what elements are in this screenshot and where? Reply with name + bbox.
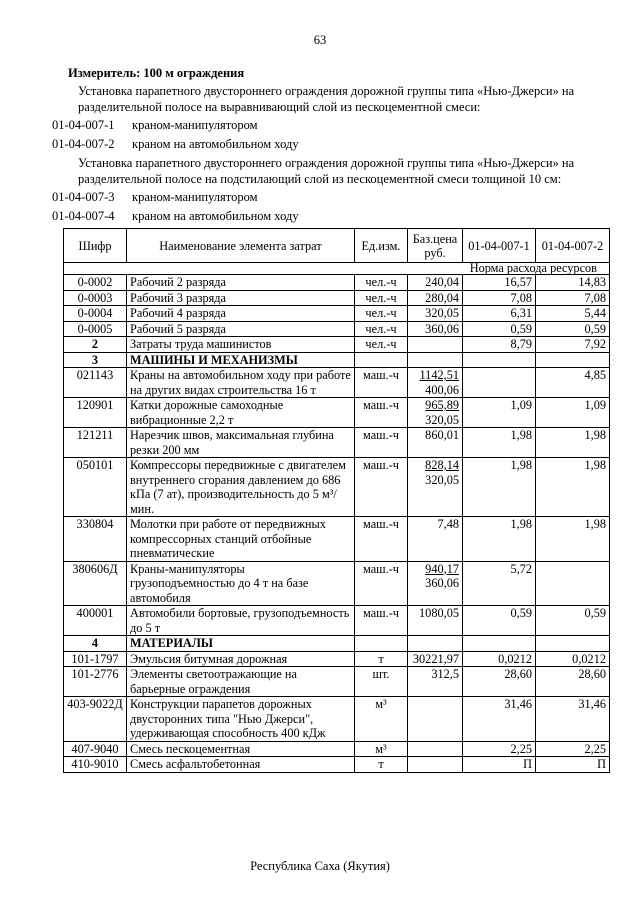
cell-value-1: 16,57 [463,275,536,291]
cell-value-1: 1,98 [463,428,536,458]
cell-price: 360,06 [408,321,463,337]
cell-value-2 [536,561,610,606]
norm-row [64,263,610,275]
cell-price: 320,05 [408,306,463,322]
cell-price [408,757,463,773]
cell-code: 0-0003 [64,290,127,306]
cell-value-2: 7,08 [536,290,610,306]
descriptions [52,83,620,224]
cell-name: Рабочий 5 разряда [127,321,355,337]
cell-name: Рабочий 3 разряда [127,290,355,306]
cell-unit: шт. [355,667,408,697]
item-label: краном-манипулятором [132,118,258,132]
cell-value-1: 0,59 [463,321,536,337]
header-unit: Ед.изм. [355,229,408,263]
cell-value-1: 1,98 [463,517,536,562]
norm-label: Норма расхода ресурсов [64,263,610,275]
item-code: 01-04-007-1 [52,118,115,132]
cell-code: 021143 [64,368,127,398]
table-row [64,321,610,337]
cell-unit: маш.-ч [355,561,408,606]
cell-value-1: 1,09 [463,398,536,428]
cell-name: Краны-манипуляторы грузоподъемностью до 4 т на базе автомобиля [127,561,355,606]
description-text: Установка парапетного двустороннего ограждения дорожной группы типа «Нью-Джерси» на разделительной полосе на выравнивающий слой из пескоцементной смеси: [78,84,575,114]
cell-name: Элементы светоотражающие на барьерные ограждения [127,667,355,697]
price-main: 965,89 [425,398,459,412]
cell-code: 120901 [64,398,127,428]
cell-price: 860,01 [408,428,463,458]
item-label: краном на автомобильном ходу [132,137,299,151]
cell-code: 121211 [64,428,127,458]
price-sub: 360,06 [425,576,459,590]
header-price: Баз.цена руб. [408,229,463,263]
cell-code: 2 [64,337,127,353]
cell-value-2: 1,09 [536,398,610,428]
description-item [52,208,620,224]
cell-value-2: 1,98 [536,517,610,562]
cell-name: Эмульсия битумная дорожная [127,651,355,667]
cell-price [408,741,463,757]
cell-unit: маш.-ч [355,398,408,428]
header-col2: 01-04-007-2 [536,229,610,263]
cell-value-1 [463,368,536,398]
cell-name: Автомобили бортовые, грузоподъемность до 5 т [127,606,355,636]
table-row [64,741,610,757]
cell-price [408,398,463,428]
cell-unit: маш.-ч [355,368,408,398]
cell-name: МАТЕРИАЛЫ [127,636,355,652]
cell-code: 050101 [64,458,127,517]
cell-value-1: 7,08 [463,290,536,306]
cell-code: 0-0004 [64,306,127,322]
cell-value-2: 31,46 [536,697,610,742]
table-row [64,606,610,636]
item-label: краном на автомобильном ходу [132,209,299,223]
table-row [64,368,610,398]
cell-value-2: 14,83 [536,275,610,291]
table-body [64,275,610,773]
cell-price [408,458,463,517]
header-code: Шифр [64,229,127,263]
description-text: Установка парапетного двустороннего ограждения дорожной группы типа «Нью-Джерси» на разделительной полосе на подстилающий слой из пескоцементной смеси толщиной 10 см: [78,156,575,186]
cell-value-2: 7,92 [536,337,610,353]
cell-unit: чел.-ч [355,290,408,306]
cell-price [408,636,463,652]
cell-price [408,352,463,368]
cell-price: 312,5 [408,667,463,697]
table-row [64,667,610,697]
cell-code: 101-2776 [64,667,127,697]
cell-name: Нарезчик швов, максимальная глубина резки 200 мм [127,428,355,458]
cell-name: МАШИНЫ И МЕХАНИЗМЫ [127,352,355,368]
cell-value-2: 5,44 [536,306,610,322]
price-main: 1142,51 [419,368,459,382]
cell-name: Краны на автомобильном ходу при работе на других видах строительства 16 т [127,368,355,398]
cell-value-2: 0,59 [536,606,610,636]
item-code: 01-04-007-2 [52,137,115,151]
cell-code: 101-1797 [64,651,127,667]
cell-value-1: 31,46 [463,697,536,742]
cell-name: Компрессоры передвижные с двигателем внутреннего сгорания давлением до 686 кПа (7 ат), производительность до 5 м³/мин. [127,458,355,517]
cell-unit: м³ [355,697,408,742]
table-row [64,561,610,606]
table-row [64,398,610,428]
cell-unit [355,636,408,652]
cell-unit: чел.-ч [355,321,408,337]
price-sub: 320,05 [425,412,459,427]
cell-value-1: 0,0212 [463,651,536,667]
cell-value-2: 0,59 [536,321,610,337]
cell-value-1: 2,25 [463,741,536,757]
cell-unit: маш.-ч [355,517,408,562]
intro-block [52,65,620,227]
table-row [64,290,610,306]
cell-price [408,561,463,606]
cell-name: Смесь пескоцементная [127,741,355,757]
cell-price [408,697,463,742]
price-sub: 320,05 [425,472,459,487]
price-main: 940,17 [425,561,459,576]
table-header-row [64,229,610,263]
table-row [64,337,610,353]
cell-unit: чел.-ч [355,337,408,353]
cell-price: 7,48 [408,517,463,562]
cell-name: Конструкции парапетов дорожных двусторонних типа "Нью Джерси", удерживающая способность 400 кДж [127,697,355,742]
cell-value-2 [536,636,610,652]
cell-value-1: 5,72 [463,561,536,606]
cell-name: Молотки при работе от передвижных компрессорных станций отбойные пневматические [127,517,355,562]
cell-unit [355,352,408,368]
table-row [64,306,610,322]
cell-code: 3 [64,352,127,368]
item-label: краном-манипулятором [132,190,258,204]
description-item [52,136,620,152]
cell-unit: т [355,651,408,667]
cell-value-2: 1,98 [536,458,610,517]
table-row [64,651,610,667]
cell-unit: маш.-ч [355,428,408,458]
cell-price: 280,04 [408,290,463,306]
section-row [64,352,610,368]
cell-price [408,337,463,353]
cell-value-2 [536,352,610,368]
resource-table [63,228,610,773]
cell-value-1: 1,98 [463,458,536,517]
cell-name: Смесь асфальтобетонная [127,757,355,773]
cell-value-2: 0,0212 [536,651,610,667]
cell-name: Рабочий 2 разряда [127,275,355,291]
cell-value-2: 28,60 [536,667,610,697]
cell-value-1 [463,636,536,652]
cell-price: 240,04 [408,275,463,291]
cell-price: 1080,05 [408,606,463,636]
price-sub: 400,06 [425,382,459,397]
table-row [64,275,610,291]
cell-value-2: 2,25 [536,741,610,757]
page-number: 63 [313,33,327,47]
cell-value-1: 0,59 [463,606,536,636]
header-col1: 01-04-007-1 [463,229,536,263]
cell-code: 330804 [64,517,127,562]
cell-value-2: 1,98 [536,428,610,458]
item-code: 01-04-007-4 [52,209,115,223]
cell-unit: м³ [355,741,408,757]
cell-value-1: П [463,757,536,773]
cell-code: 0-0002 [64,275,127,291]
cell-value-1: 8,79 [463,337,536,353]
cell-unit: маш.-ч [355,458,408,517]
header-name: Наименование элемента затрат [127,229,355,263]
item-code: 01-04-007-3 [52,190,115,204]
description-item [52,117,620,133]
cell-price [408,368,463,398]
description-item [52,189,620,205]
price-main: 828,14 [425,458,459,472]
table-row [64,428,610,458]
footer-region: Республика Саха (Якутия) [250,859,390,873]
cell-value-1: 6,31 [463,306,536,322]
table-row [64,517,610,562]
cell-value-1 [463,352,536,368]
cell-code: 4 [64,636,127,652]
cell-name: Рабочий 4 разряда [127,306,355,322]
table-row [64,697,610,742]
section-row [64,636,610,652]
cell-code: 410-9010 [64,757,127,773]
cell-value-1: 28,60 [463,667,536,697]
cell-value-2: П [536,757,610,773]
cell-code: 403-9022Д [64,697,127,742]
cell-value-2: 4,85 [536,368,610,398]
cell-name: Затраты труда машинистов [127,337,355,353]
cell-code: 407-9040 [64,741,127,757]
table-row [64,757,610,773]
cell-code: 400001 [64,606,127,636]
cell-unit: т [355,757,408,773]
cell-unit: чел.-ч [355,306,408,322]
cell-price: 30221,97 [408,651,463,667]
measure-title: Измеритель: 100 м ограждения [68,66,245,80]
cell-unit: маш.-ч [355,606,408,636]
table-row [64,458,610,517]
cell-code: 0-0005 [64,321,127,337]
cell-code: 380606Д [64,561,127,606]
cell-name: Катки дорожные самоходные вибрационные 2,2 т [127,398,355,428]
cell-unit: чел.-ч [355,275,408,291]
